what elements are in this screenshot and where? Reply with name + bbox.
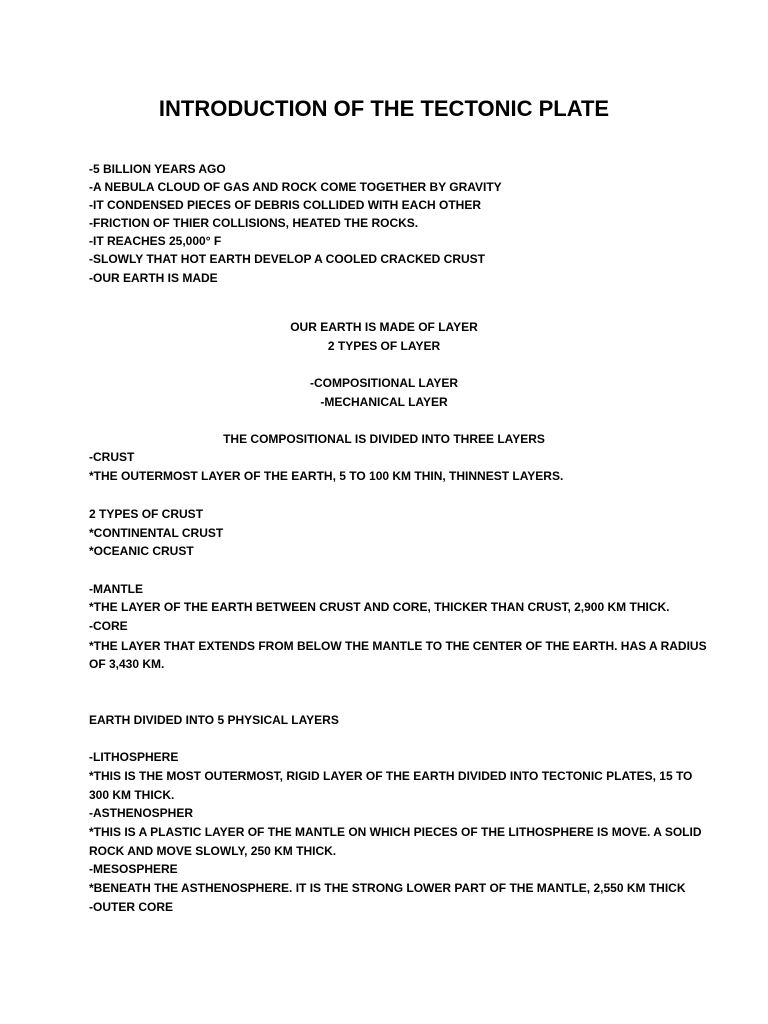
text-line: *THIS IS A PLASTIC LAYER OF THE MANTLE ON WHICH PIECES OF THE LITHOSPHERE IS MOVE. A SOLID (89, 825, 702, 839)
text-line: -COMPOSITIONAL LAYER (309, 376, 458, 390)
text-line: -MESOSPHERE (89, 862, 178, 876)
text-line: -SLOWLY THAT HOT EARTH DEVELOP A COOLED CRACKED CRUST (89, 252, 486, 266)
text-line: -LITHOSPHERE (89, 750, 179, 764)
text-line: -MECHANICAL LAYER (320, 395, 448, 409)
text-line: -IT REACHES 25,000° F (89, 234, 222, 248)
text-line: -FRICTION OF THIER COLLISIONS, HEATED THE ROCKS. (89, 216, 419, 230)
text-line: *CONTINENTAL CRUST (89, 526, 224, 540)
section-heading: THE COMPOSITIONAL IS DIVIDED INTO THREE LAYERS (223, 432, 545, 446)
text-line: -OUTER CORE (89, 900, 173, 914)
text-line: *THE LAYER THAT EXTENDS FROM BELOW THE MANTLE TO THE CENTER OF THE EARTH. HAS A RADIUS (89, 639, 707, 653)
text-line: 300 KM THICK. (89, 788, 175, 802)
text-line: -5 BILLION YEARS AGO (89, 162, 226, 176)
document-title: INTRODUCTION OF THE TECTONIC PLATE (158, 96, 610, 121)
text-line: -A NEBULA CLOUD OF GAS AND ROCK COME TOGETHER BY GRAVITY (89, 180, 502, 194)
text-line: ROCK AND MOVE SLOWLY, 250 KM THICK. (89, 844, 337, 858)
text-line: -CRUST (89, 450, 135, 464)
text-line: -MANTLE (89, 582, 143, 596)
text-line: -IT CONDENSED PIECES OF DEBRIS COLLIDED WITH EACH OTHER (89, 198, 482, 212)
section-heading: OUR EARTH IS MADE OF LAYER (290, 320, 478, 334)
text-line: *THE LAYER OF THE EARTH BETWEEN CRUST AND CORE, THICKER THAN CRUST, 2,900 KM THICK. (89, 600, 670, 614)
section-heading: 2 TYPES OF LAYER (327, 339, 441, 353)
text-line: *THIS IS THE MOST OUTERMOST, RIGID LAYER OF THE EARTH DIVIDED INTO TECTONIC PLATES, 15 TO (89, 769, 693, 783)
text-line: *BENEATH THE ASTHENOSPHERE. IT IS THE STRONG LOWER PART OF THE MANTLE, 2,550 KM THICK (89, 881, 686, 895)
text-line: OF 3,430 KM. (89, 657, 165, 671)
text-line: -ASTHENOSPHER (89, 806, 194, 820)
text-line: *OCEANIC CRUST (89, 544, 194, 558)
text-line: *THE OUTERMOST LAYER OF THE EARTH, 5 TO 100 KM THIN, THINNEST LAYERS. (89, 469, 564, 483)
text-line: 2 TYPES OF CRUST (89, 507, 204, 521)
text-line: -OUR EARTH IS MADE (89, 271, 218, 285)
text-line: -CORE (89, 619, 128, 633)
section-heading: EARTH DIVIDED INTO 5 PHYSICAL LAYERS (89, 713, 339, 727)
